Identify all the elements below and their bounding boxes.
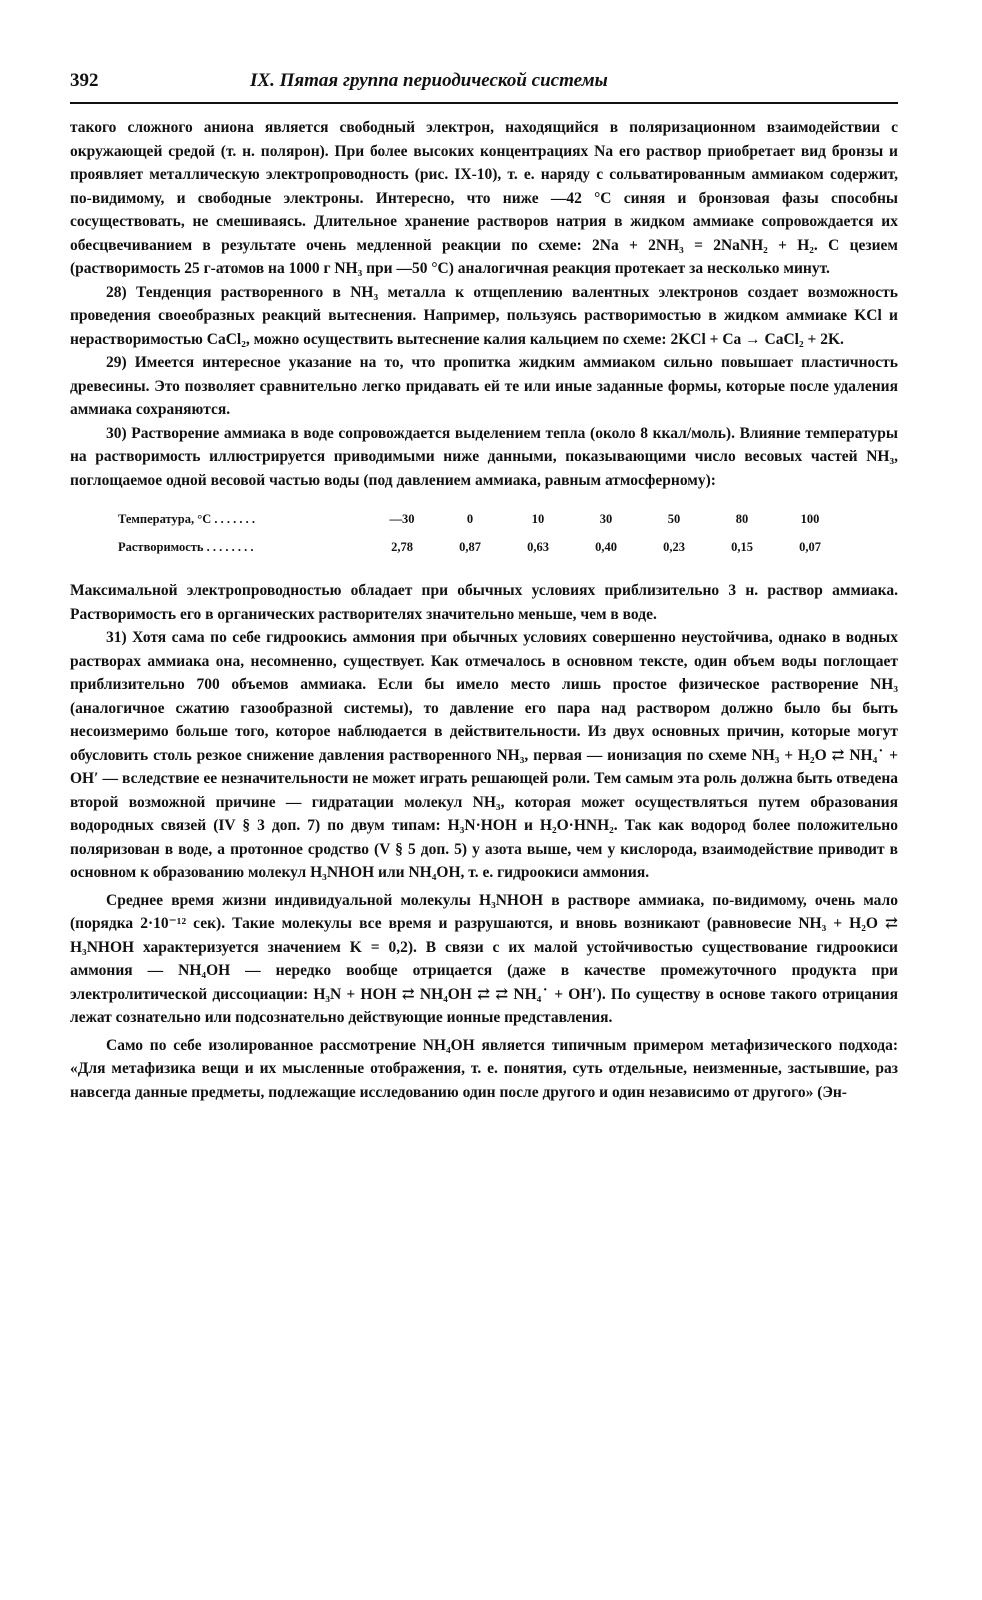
table-cell: 0 [466,512,474,526]
paragraph-31: 31) Хотя сама по себе гидроокись аммония при обычных условиях совершенно неустойчива, однако в водных растворах аммиака она, несомненно, существует. Как отмечалось в основном тексте, один объем воды поглощает приблизительно 700 объемов аммиака. Если бы имело место лишь простое физическое растворение NH₃ (аналогичное сжатию газообразной системы), то давление его пара над раствором должно было бы быть несоизмеримо больше того, которое наблюдается в действительности. Из двух основных причин, которые могут обусловить столь резкое снижение давления растворенного NH₃, первая — ионизация по схеме NH₃ + H₂O ⇄ NH₄˙ + OH′ — вследствие ее незначительности не может играть решающей роли. Тем самым эта роль должна быть отведена второй возможной причине — гидратации молекул NH₃, которая может осуществляться путем образования водородных связей (IV § 3 доп. 7) по двум типам: H₃N·HOH и H₂O·HNH₂. Так как водород более положительно поляризован в воде, а протонное сродство (V § 5 доп. 5) у азота выше, чем у кислорода, взаимодействие приводит в основном к образованию молекул H₃NHOH или NH₄OH, т. е. гидроокиси аммония. [70,629,898,881]
paragraph: Само по себе изолированное рассмотрение NH₄OH является типичным примером метафизического подхода: «Для метафизика вещи и их мысленные отображения, т. е. понятия, суть отдельные, неизменные, застывшие, раз навсегда данные предметы, подлежащие исследованию один после другого и один независимо от другого» (Эн- [70,1036,898,1101]
table-cell: 10 [531,512,545,526]
page-header [70,70,922,100]
table-cell: 80 [735,512,749,526]
paragraph: такого сложного аниона является свободный электрон, находящийся в поляризационном взаимодействии с окружающей средой (т. н. поляpон). При более высоких концентрациях Na его раствор приобретает вид бронзы и проявляет металлическую электропроводность (рис. IX-10), т. е. наряду с сольватированным аммиаком содержит, по-видимому, и свободные электроны. Интересно, что ниже —42 °С синяя и бронзовая фазы способны сосуществовать, не смешиваясь. Длительное хранение растворов натрия в жидком аммиаке сопровождается их обесцвечиванием в результате очень медленной реакции по схеме: 2Na + 2NH₃ = 2NaNH₂ + H₂. С цезием (растворимость 25 г-атомов на 1000 г NH₃ при —50 °С) аналогичная реакция протекает за несколько минут. [70,119,898,277]
table-cell: 0,23 [663,539,685,554]
paragraph: Максимальной электропроводностью обладает при обычных условиях приблизительно 3 н. раствор аммиака. Растворимость его в органических растворителях значительно меньше, чем в воде. [70,582,898,623]
page-number: 392 [70,70,99,91]
table-cell: 0,40 [595,539,617,554]
table-row [118,506,844,534]
table-cell: 2,78 [391,539,413,554]
row-label-solubility: Растворимость . . . . . . . . [118,539,254,554]
table-cell: 50 [667,512,681,526]
table-cell: 0,07 [799,539,821,554]
table-cell: 0,87 [459,539,481,554]
table-row [118,534,844,562]
solubility-table [118,506,844,561]
body-text [70,116,898,1104]
table-cell: —30 [389,512,415,526]
running-title: IX. Пятая группа периодической системы [250,70,608,91]
table-cell: 30 [599,512,613,526]
table-cell: 0,63 [527,539,549,554]
row-label-temperature: Температура, °С . . . . . . . [118,512,256,526]
paragraph-29: 29) Имеется интересное указание на то, что пропитка жидким аммиаком сильно повышает пластичность древесины. Это позволяет сравнительно легко придавать ей те или иные заданные формы, которые после удаления аммиака сохраняются. [70,354,898,418]
paragraph: Среднее время жизни индивидуальной молекулы H₃NHOH в растворе аммиака, по-видимому, очень мало (порядка 2·10⁻¹² сек). Такие молекулы все время и разрушаются, и вновь возникают (равновесие NH₃ + H₂O ⇄ H₃NHOH характеризуется значением K = 0,2). В связи с их малой устойчивостью существование гидроокиси аммония — NH₄OH — нередко вообще отрицается (даже в качестве промежуточного продукта при электролитической диссоциации: H₃N + HOH ⇄ NH₄OH ⇄ ⇄ NH₄˙ + OH′). По существу в основе такого отрицания лежат сознательно или подсознательно действующие ионные представления. [70,891,898,1026]
table-cell: 100 [800,512,820,526]
table-cell: 0,15 [731,539,753,554]
paragraph-30: 30) Растворение аммиака в воде сопровождается выделением тепла (около 8 ккал/моль). Влияние температуры на растворимость иллюстрируется приводимыми ниже данными, показывающими число весовых частей NH₃, поглощаемое одной весовой частью воды (под давлением аммиака, равным атмосферному): [70,424,898,489]
paragraph-28: 28) Тенденция растворенного в NH₃ металла к отщеплению валентных электронов создает возможность проведения своеобразных реакций вытеснения. Например, пользуясь растворимостью в жидком аммиаке KCl и нерастворимостью CaCl₂, можно осуществить вытеснение калия кальцием по схеме: 2KCl + Ca → CaCl₂ + 2K. [70,283,898,348]
header-rule [70,102,898,104]
